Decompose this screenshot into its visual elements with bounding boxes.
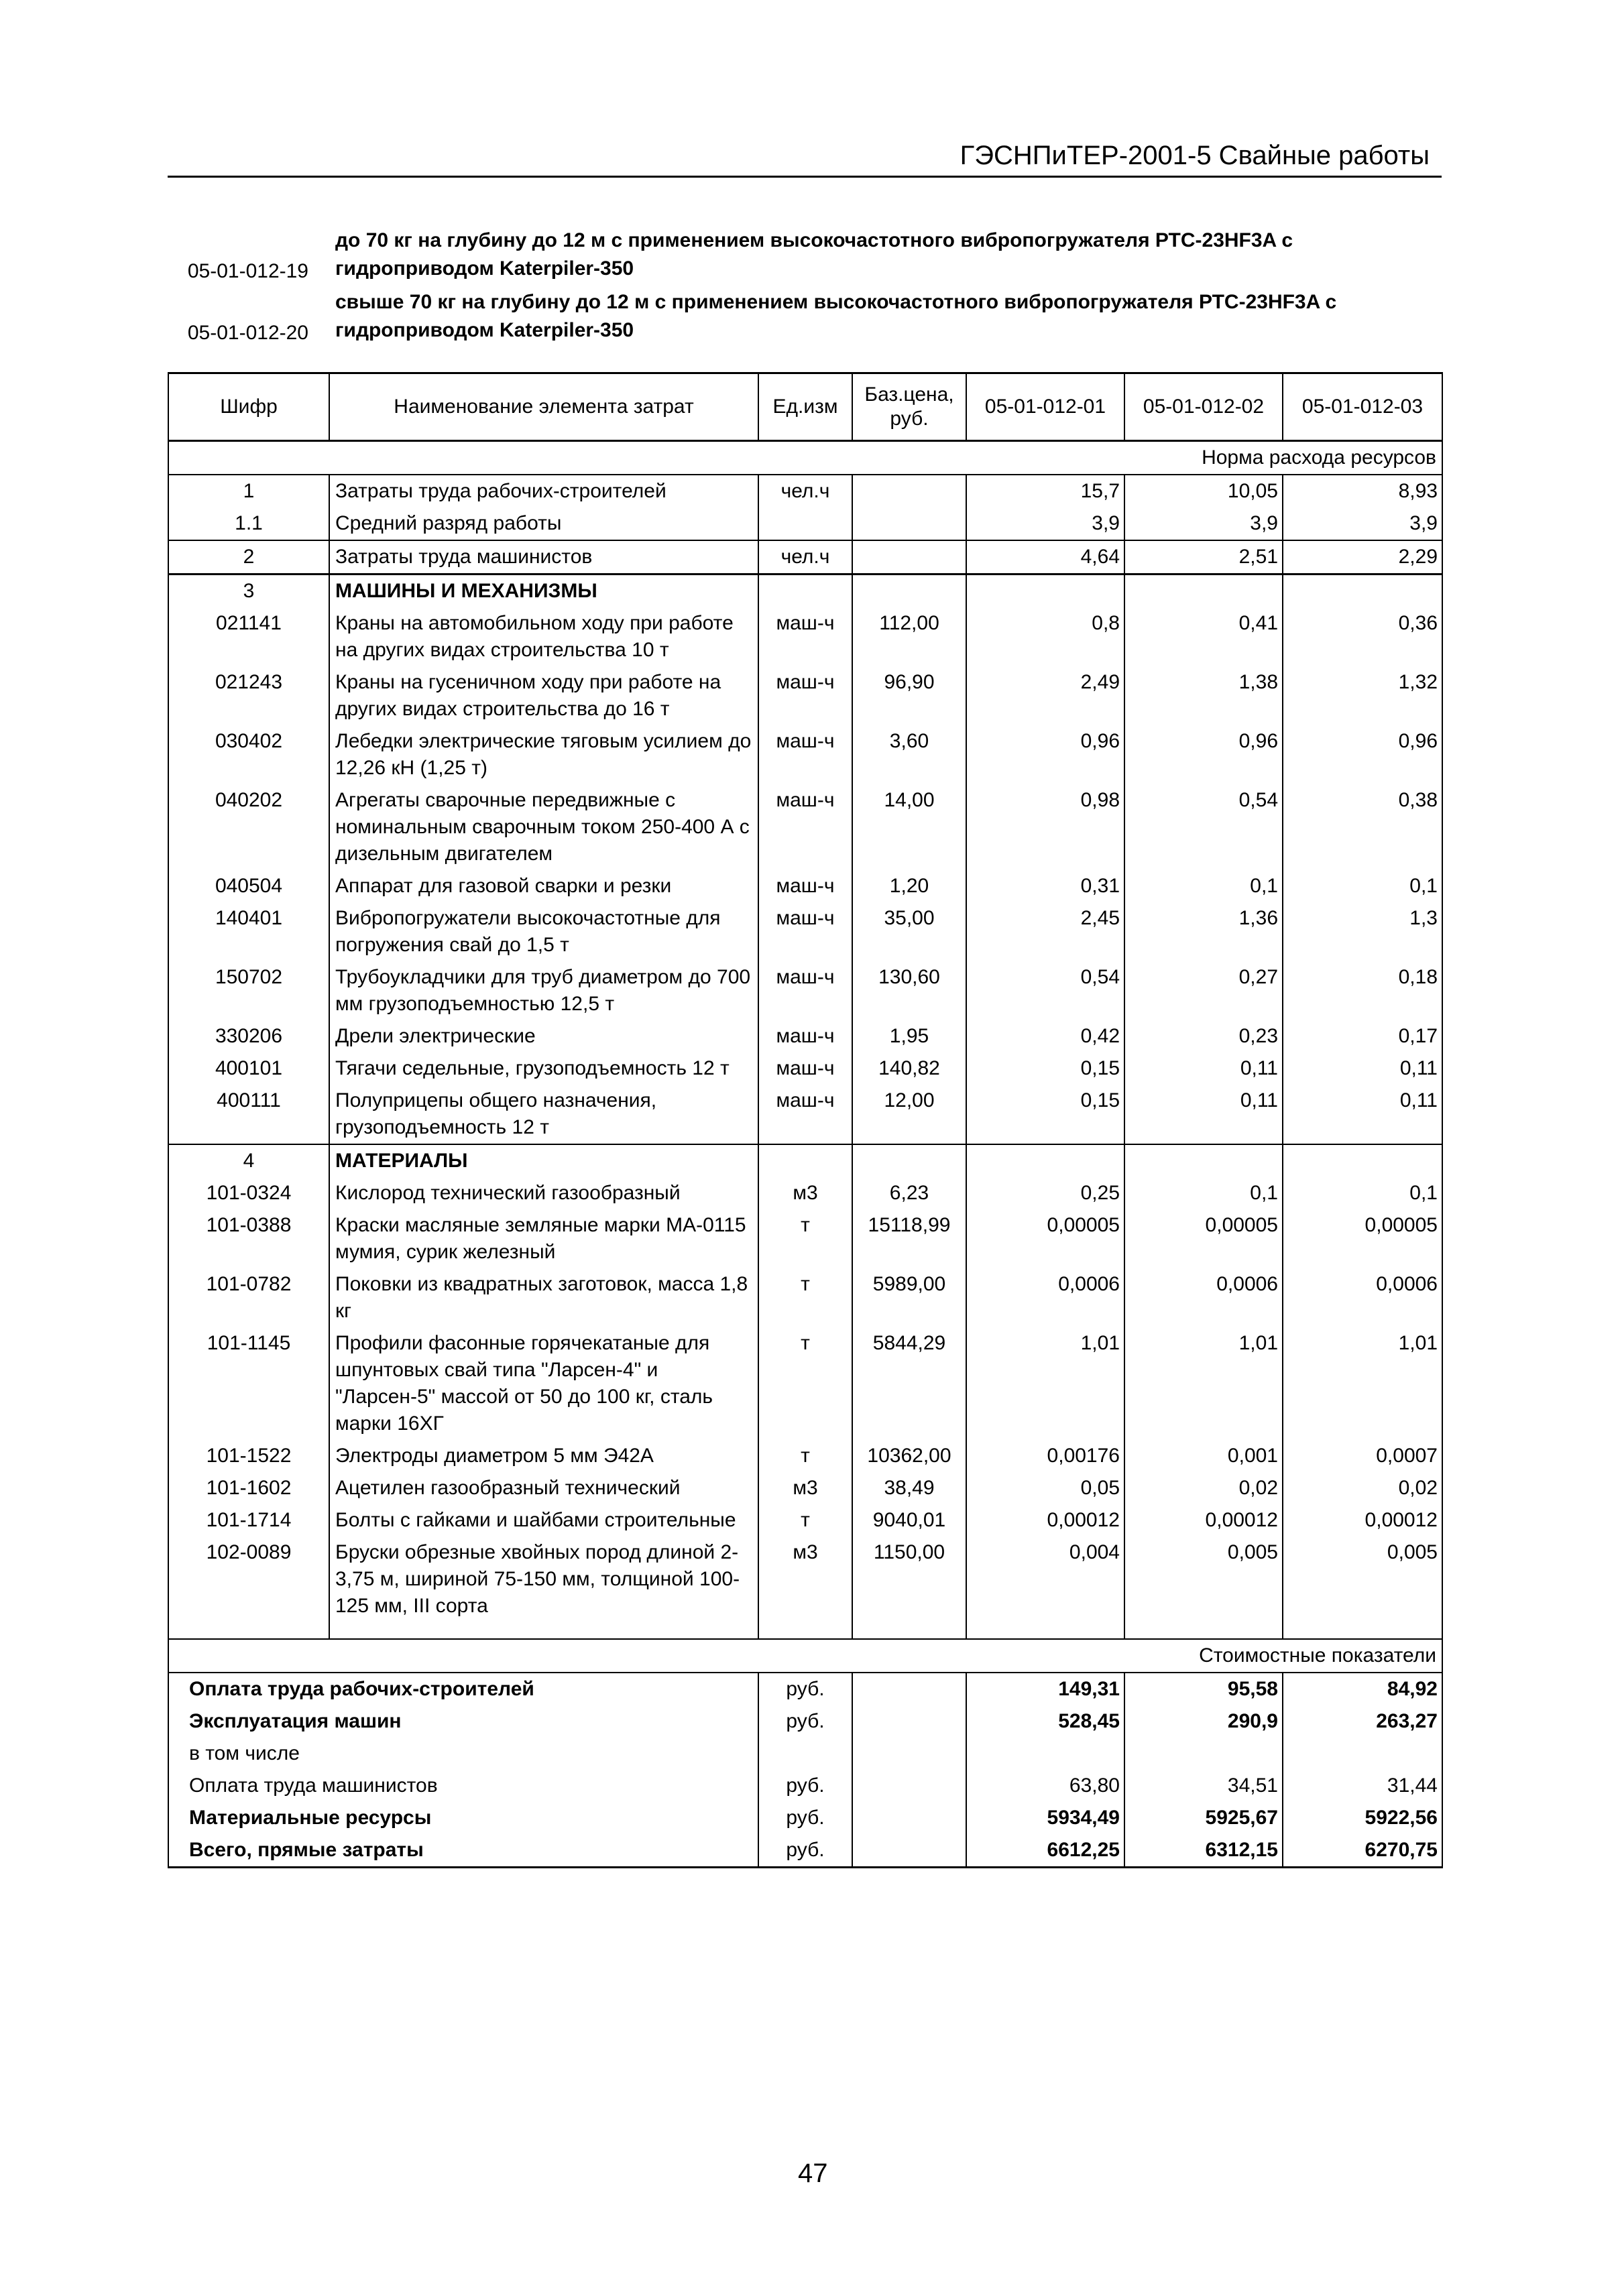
summary-value-3 [1283, 1738, 1442, 1770]
row-unit [758, 1144, 852, 1177]
row-value-3 [1283, 1144, 1442, 1177]
row-name: Затраты труда машинистов [329, 540, 758, 575]
row-unit: м3 [758, 1472, 852, 1504]
row-name: Профили фасонные горячекатаные для шпунтовых свай типа "Ларсен-4" и "Ларсен-5" массой от 50 до 100 кг, сталь марки 16ХГ [329, 1327, 758, 1440]
row-unit: маш-ч [758, 1085, 852, 1144]
row-value-2: 0,1 [1124, 870, 1283, 902]
row-value-1: 0,42 [966, 1020, 1124, 1052]
row-value-3: 0,96 [1283, 725, 1442, 784]
table-row [168, 1472, 1442, 1504]
cost-caption: Стоимостные показатели [168, 1639, 1442, 1673]
row-value-1: 4,64 [966, 540, 1124, 575]
row-name: Тягачи седельные, грузоподъемность 12 т [329, 1052, 758, 1085]
row-code: 021141 [168, 607, 329, 666]
row-name: Дрели электрические [329, 1020, 758, 1052]
spacer-cell [852, 1622, 966, 1639]
spacer-cell [1283, 1622, 1442, 1639]
table-row [168, 1020, 1442, 1052]
row-code: 101-0388 [168, 1209, 329, 1268]
row-price [852, 575, 966, 608]
intro-item [74, 288, 1415, 345]
row-value-1: 0,15 [966, 1052, 1124, 1085]
intro-text: свыше 70 кг на глубину до 12 м с применением высокочастотного вибропогружателя РТС-23HF3A с гидроприводом Katerpiler-350 [335, 291, 1337, 341]
row-value-2: 10,05 [1124, 475, 1283, 507]
summary-value-2 [1124, 1738, 1283, 1770]
row-value-2: 0,23 [1124, 1020, 1283, 1052]
row-unit: маш-ч [758, 870, 852, 902]
row-name: Болты с гайками и шайбами строительные [329, 1504, 758, 1536]
row-value-1 [966, 575, 1124, 608]
summary-price [852, 1738, 966, 1770]
row-value-2: 3,9 [1124, 507, 1283, 540]
row-price: 130,60 [852, 961, 966, 1020]
row-value-2: 0,54 [1124, 784, 1283, 870]
row-code: 021243 [168, 666, 329, 725]
row-value-3: 0,11 [1283, 1052, 1442, 1085]
row-price: 96,90 [852, 666, 966, 725]
spacer-cell [966, 1622, 1124, 1639]
row-unit: маш-ч [758, 902, 852, 961]
row-value-2 [1124, 575, 1283, 608]
row-price: 10362,00 [852, 1440, 966, 1472]
row-value-1: 0,96 [966, 725, 1124, 784]
row-code: 102-0089 [168, 1536, 329, 1622]
row-value-2: 0,005 [1124, 1536, 1283, 1622]
row-price: 9040,01 [852, 1504, 966, 1536]
row-price: 14,00 [852, 784, 966, 870]
row-price: 15118,99 [852, 1209, 966, 1268]
table-header-row [168, 373, 1442, 441]
row-value-2: 1,01 [1124, 1327, 1283, 1440]
row-value-2: 0,02 [1124, 1472, 1283, 1504]
row-code: 101-1602 [168, 1472, 329, 1504]
row-name: Ацетилен газообразный технический [329, 1472, 758, 1504]
page-header-title: ГЭСНПиТЕР-2001-5 Свайные работы [960, 141, 1430, 170]
row-value-3: 0,36 [1283, 607, 1442, 666]
row-price: 1,20 [852, 870, 966, 902]
row-value-3: 3,9 [1283, 507, 1442, 540]
row-unit: т [758, 1209, 852, 1268]
row-value-1: 0,00176 [966, 1440, 1124, 1472]
row-code: 1.1 [168, 507, 329, 540]
row-value-3: 1,01 [1283, 1327, 1442, 1440]
row-value-1: 0,05 [966, 1472, 1124, 1504]
row-value-2: 0,96 [1124, 725, 1283, 784]
norm-caption-row [168, 441, 1442, 475]
row-unit: маш-ч [758, 1020, 852, 1052]
summary-unit: руб. [758, 1673, 852, 1705]
spacer-cell [1124, 1622, 1283, 1639]
row-unit: маш-ч [758, 961, 852, 1020]
row-code: 101-0782 [168, 1268, 329, 1327]
row-price [852, 507, 966, 540]
table-row [168, 1327, 1442, 1440]
summary-value-2: 6312,15 [1124, 1834, 1283, 1868]
intro-code: 05-01-012-19 [187, 260, 308, 282]
row-value-1: 3,9 [966, 507, 1124, 540]
summary-value-1: 149,31 [966, 1673, 1124, 1705]
row-value-2: 0,11 [1124, 1052, 1283, 1085]
row-price: 3,60 [852, 725, 966, 784]
row-unit: т [758, 1504, 852, 1536]
row-unit: маш-ч [758, 1052, 852, 1085]
row-code: 040202 [168, 784, 329, 870]
summary-row [168, 1770, 1442, 1802]
table-row [168, 1144, 1442, 1177]
row-name: Бруски обрезные хвойных пород длиной 2-3,75 м, шириной 75-150 мм, толщиной 100-125 мм, III сорта [329, 1536, 758, 1622]
header-price: Баз.цена, руб. [852, 373, 966, 441]
row-unit [758, 575, 852, 608]
row-value-2 [1124, 1144, 1283, 1177]
row-price: 112,00 [852, 607, 966, 666]
row-name: Краны на автомобильном ходу при работе на других видах строительства 10 т [329, 607, 758, 666]
cost-caption-row [168, 1639, 1442, 1673]
summary-value-3: 84,92 [1283, 1673, 1442, 1705]
row-value-1: 1,01 [966, 1327, 1124, 1440]
intro-text: до 70 кг на глубину до 12 м с применением высокочастотного вибропогружателя РТС-23HF3A с гидроприводом Katerpiler-350 [335, 229, 1293, 280]
header-rule [168, 176, 1442, 178]
row-price: 38,49 [852, 1472, 966, 1504]
table-row [168, 902, 1442, 961]
row-value-2: 0,00005 [1124, 1209, 1283, 1268]
row-value-3: 1,3 [1283, 902, 1442, 961]
row-value-3: 0,1 [1283, 1177, 1442, 1209]
row-name: МАШИНЫ И МЕХАНИЗМЫ [329, 575, 758, 608]
norm-caption: Норма расхода ресурсов [168, 441, 1442, 475]
row-price: 12,00 [852, 1085, 966, 1144]
row-value-2: 0,00012 [1124, 1504, 1283, 1536]
summary-value-1: 6612,25 [966, 1834, 1124, 1868]
summary-unit [758, 1738, 852, 1770]
row-code: 101-0324 [168, 1177, 329, 1209]
summary-value-3: 31,44 [1283, 1770, 1442, 1802]
row-value-3: 0,38 [1283, 784, 1442, 870]
table-row [168, 725, 1442, 784]
row-value-1: 2,45 [966, 902, 1124, 961]
table-row [168, 1085, 1442, 1144]
row-name: Кислород технический газообразный [329, 1177, 758, 1209]
table-row [168, 540, 1442, 575]
row-code: 2 [168, 540, 329, 575]
row-value-3: 0,18 [1283, 961, 1442, 1020]
row-value-3: 8,93 [1283, 475, 1442, 507]
summary-row [168, 1738, 1442, 1770]
summary-price [852, 1770, 966, 1802]
row-code: 150702 [168, 961, 329, 1020]
summary-unit: руб. [758, 1802, 852, 1834]
table-row [168, 1052, 1442, 1085]
summary-value-3: 263,27 [1283, 1705, 1442, 1738]
summary-name: Оплата труда рабочих-строителей [168, 1673, 758, 1705]
page-number: 47 [798, 2159, 828, 2188]
header-code: Шифр [168, 373, 329, 441]
spacer-row [168, 1622, 1442, 1639]
row-value-3: 0,1 [1283, 870, 1442, 902]
row-value-3 [1283, 575, 1442, 608]
row-name: Вибропогружатели высокочастотные для погружения свай до 1,5 т [329, 902, 758, 961]
summary-row [168, 1705, 1442, 1738]
row-value-3: 0,005 [1283, 1536, 1442, 1622]
summary-value-1: 528,45 [966, 1705, 1124, 1738]
row-value-2: 1,38 [1124, 666, 1283, 725]
row-price [852, 475, 966, 507]
row-value-1: 0,98 [966, 784, 1124, 870]
row-unit: т [758, 1327, 852, 1440]
summary-price [852, 1802, 966, 1834]
row-unit [758, 507, 852, 540]
row-value-2: 1,36 [1124, 902, 1283, 961]
header-unit: Ед.изм [758, 373, 852, 441]
row-price: 1,95 [852, 1020, 966, 1052]
table-row [168, 870, 1442, 902]
summary-row [168, 1834, 1442, 1868]
row-name: Агрегаты сварочные передвижные с номинальным сварочным током 250-400 А с дизельным двигателем [329, 784, 758, 870]
header-col-3: 05-01-012-03 [1283, 373, 1442, 441]
row-unit: чел.ч [758, 540, 852, 575]
row-code: 1 [168, 475, 329, 507]
row-unit: м3 [758, 1536, 852, 1622]
summary-row [168, 1673, 1442, 1705]
row-name: Полуприцепы общего назначения, грузоподъемность 12 т [329, 1085, 758, 1144]
row-name: МАТЕРИАЛЫ [329, 1144, 758, 1177]
row-name: Краски масляные земляные марки МА-0115 мумия, сурик железный [329, 1209, 758, 1268]
row-value-3: 0,00005 [1283, 1209, 1442, 1268]
summary-value-3: 6270,75 [1283, 1834, 1442, 1868]
table-row [168, 961, 1442, 1020]
row-value-3: 0,02 [1283, 1472, 1442, 1504]
summary-value-1: 5934,49 [966, 1802, 1124, 1834]
row-code: 101-1714 [168, 1504, 329, 1536]
summary-unit: руб. [758, 1770, 852, 1802]
table-row [168, 1209, 1442, 1268]
row-price [852, 1144, 966, 1177]
row-value-1 [966, 1144, 1124, 1177]
summary-value-2: 290,9 [1124, 1705, 1283, 1738]
summary-name: Материальные ресурсы [168, 1802, 758, 1834]
row-unit: маш-ч [758, 725, 852, 784]
table-row [168, 1268, 1442, 1327]
summary-name: Оплата труда машинистов [168, 1770, 758, 1802]
row-code: 400111 [168, 1085, 329, 1144]
row-value-2: 0,41 [1124, 607, 1283, 666]
row-value-1: 0,0006 [966, 1268, 1124, 1327]
summary-value-3: 5922,56 [1283, 1802, 1442, 1834]
row-value-1: 0,15 [966, 1085, 1124, 1144]
table-row [168, 575, 1442, 608]
table-row [168, 1177, 1442, 1209]
row-value-3: 0,00012 [1283, 1504, 1442, 1536]
row-value-1: 15,7 [966, 475, 1124, 507]
intro-block [74, 227, 1415, 350]
row-price: 140,82 [852, 1052, 966, 1085]
row-value-2: 2,51 [1124, 540, 1283, 575]
row-value-1: 0,31 [966, 870, 1124, 902]
row-value-3: 1,32 [1283, 666, 1442, 725]
table-row [168, 784, 1442, 870]
row-value-2: 0,27 [1124, 961, 1283, 1020]
summary-price [852, 1673, 966, 1705]
row-code: 330206 [168, 1020, 329, 1052]
table-row [168, 1504, 1442, 1536]
row-value-3: 2,29 [1283, 540, 1442, 575]
header-col-1: 05-01-012-01 [966, 373, 1124, 441]
row-unit: маш-ч [758, 607, 852, 666]
row-value-1: 0,54 [966, 961, 1124, 1020]
row-code: 101-1522 [168, 1440, 329, 1472]
summary-name: в том числе [168, 1738, 758, 1770]
row-name: Краны на гусеничном ходу при работе на других видах строительства до 16 т [329, 666, 758, 725]
spacer-cell [329, 1622, 758, 1639]
row-value-2: 0,11 [1124, 1085, 1283, 1144]
summary-name: Эксплуатация машин [168, 1705, 758, 1738]
row-name: Аппарат для газовой сварки и резки [329, 870, 758, 902]
row-price: 1150,00 [852, 1536, 966, 1622]
table-row [168, 607, 1442, 666]
table-body [168, 441, 1442, 1868]
row-name: Средний разряд работы [329, 507, 758, 540]
row-unit: чел.ч [758, 475, 852, 507]
row-name: Поковки из квадратных заготовок, масса 1,8 кг [329, 1268, 758, 1327]
row-price [852, 540, 966, 575]
summary-price [852, 1834, 966, 1868]
row-name: Трубоукладчики для труб диаметром до 700 мм грузоподъемностью 12,5 т [329, 961, 758, 1020]
row-value-1: 2,49 [966, 666, 1124, 725]
row-price: 6,23 [852, 1177, 966, 1209]
row-price: 35,00 [852, 902, 966, 961]
row-value-2: 0,0006 [1124, 1268, 1283, 1327]
row-name: Затраты труда рабочих-строителей [329, 475, 758, 507]
row-name: Электроды диаметром 5 мм Э42А [329, 1440, 758, 1472]
summary-value-2: 95,58 [1124, 1673, 1283, 1705]
row-code: 101-1145 [168, 1327, 329, 1440]
row-unit: т [758, 1440, 852, 1472]
row-value-1: 0,8 [966, 607, 1124, 666]
summary-name: Всего, прямые затраты [168, 1834, 758, 1868]
row-price: 5989,00 [852, 1268, 966, 1327]
summary-value-1: 63,80 [966, 1770, 1124, 1802]
intro-code: 05-01-012-20 [187, 322, 308, 344]
row-value-3: 0,0007 [1283, 1440, 1442, 1472]
intro-item [74, 227, 1415, 283]
summary-price [852, 1705, 966, 1738]
summary-unit: руб. [758, 1834, 852, 1868]
summary-row [168, 1802, 1442, 1834]
row-value-1: 0,00012 [966, 1504, 1124, 1536]
row-unit: м3 [758, 1177, 852, 1209]
row-value-1: 0,25 [966, 1177, 1124, 1209]
row-value-3: 0,11 [1283, 1085, 1442, 1144]
table-row [168, 507, 1442, 540]
row-code: 040504 [168, 870, 329, 902]
row-code: 030402 [168, 725, 329, 784]
row-value-2: 0,001 [1124, 1440, 1283, 1472]
row-unit: маш-ч [758, 784, 852, 870]
row-code: 3 [168, 575, 329, 608]
spacer-cell [168, 1622, 329, 1639]
summary-value-1 [966, 1738, 1124, 1770]
summary-unit: руб. [758, 1705, 852, 1738]
row-code: 140401 [168, 902, 329, 961]
row-code: 4 [168, 1144, 329, 1177]
row-value-2: 0,1 [1124, 1177, 1283, 1209]
table-row [168, 1536, 1442, 1622]
resource-table [168, 372, 1443, 1868]
header-name: Наименование элемента затрат [329, 373, 758, 441]
row-value-1: 0,00005 [966, 1209, 1124, 1268]
row-value-3: 0,0006 [1283, 1268, 1442, 1327]
row-name: Лебедки электрические тяговым усилием до 12,26 кН (1,25 т) [329, 725, 758, 784]
summary-value-2: 34,51 [1124, 1770, 1283, 1802]
row-value-1: 0,004 [966, 1536, 1124, 1622]
row-code: 400101 [168, 1052, 329, 1085]
header-col-2: 05-01-012-02 [1124, 373, 1283, 441]
table-row [168, 666, 1442, 725]
table-row [168, 475, 1442, 507]
summary-value-2: 5925,67 [1124, 1802, 1283, 1834]
row-unit: т [758, 1268, 852, 1327]
table-row [168, 1440, 1442, 1472]
row-unit: маш-ч [758, 666, 852, 725]
row-value-3: 0,17 [1283, 1020, 1442, 1052]
spacer-cell [758, 1622, 852, 1639]
row-price: 5844,29 [852, 1327, 966, 1440]
